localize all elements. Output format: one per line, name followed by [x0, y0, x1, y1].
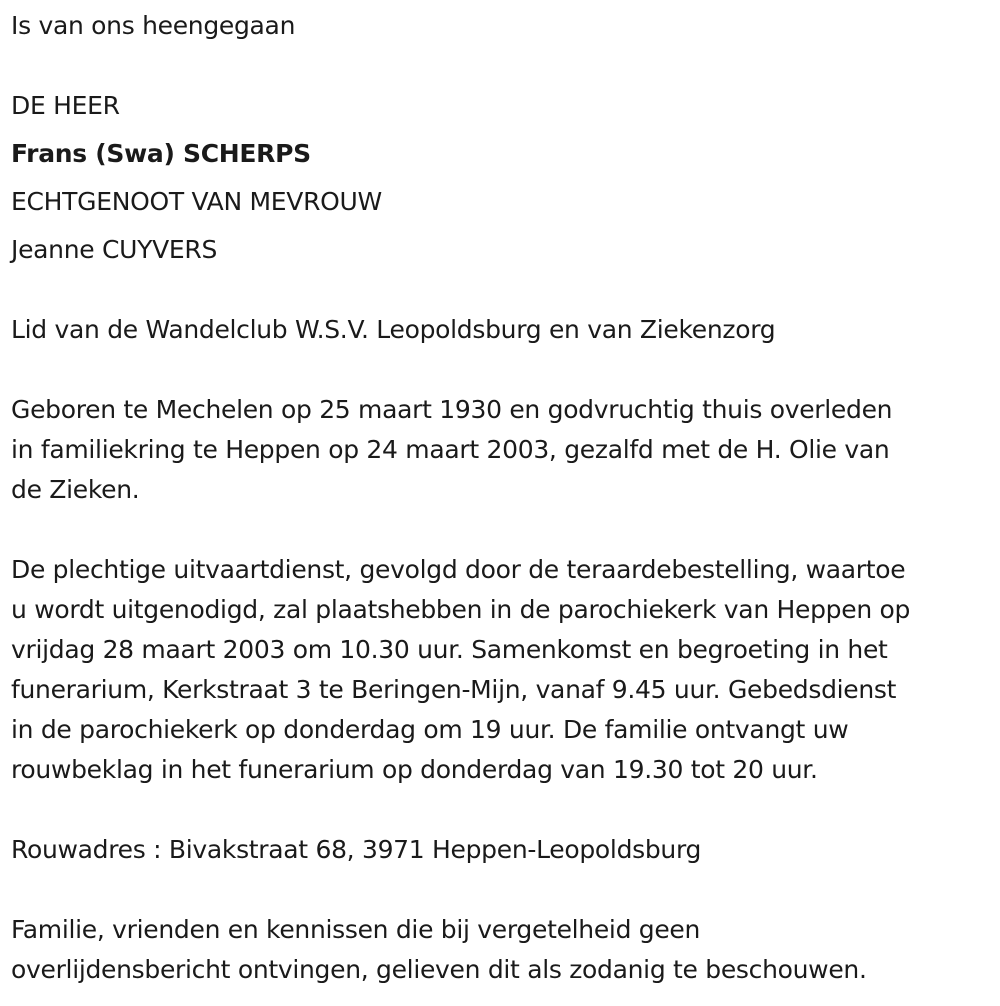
- paragraph-line: overlijdensbericht ontvingen, gelieven dit als zodanig te beschouwen.: [11, 955, 867, 984]
- spouse-name: Jeanne CUYVERS: [11, 235, 218, 264]
- deceased-name: Frans (Swa) SCHERPS: [11, 139, 311, 168]
- intro-text: Is van ons heengegaan: [11, 11, 296, 40]
- paragraph-line: in de parochiekerk op donderdag om 19 uur. De familie ontvangt uw: [11, 715, 849, 744]
- title-line: DE HEER: [11, 91, 120, 120]
- paragraph-line: vrijdag 28 maart 2003 om 10.30 uur. Samenkomst en begroeting in het: [11, 635, 888, 664]
- spouse-label: ECHTGENOOT VAN MEVROUW: [11, 187, 382, 216]
- paragraph-line: u wordt uitgenodigd, zal plaatshebben in de parochiekerk van Heppen op: [11, 595, 911, 624]
- mourning-address: Rouwadres : Bivakstraat 68, 3971 Heppen-Leopoldsburg: [11, 835, 702, 864]
- membership-text: Lid van de Wandelclub W.S.V. Leopoldsburg en van Ziekenzorg: [11, 315, 776, 344]
- paragraph-line: rouwbeklag in het funerarium op donderdag van 19.30 tot 20 uur.: [11, 755, 818, 784]
- paragraph-line: in familiekring te Heppen op 24 maart 2003, gezalfd met de H. Olie van: [11, 435, 890, 464]
- paragraph-line: Familie, vrienden en kennissen die bij vergetelheid geen: [11, 915, 701, 944]
- paragraph-line: funerarium, Kerkstraat 3 te Beringen-Mijn, vanaf 9.45 uur. Gebedsdienst: [11, 675, 897, 704]
- paragraph-line: De plechtige uitvaartdienst, gevolgd door de teraardebestelling, waartoe: [11, 555, 906, 584]
- paragraph-line: de Zieken.: [11, 475, 140, 504]
- paragraph-line: Geboren te Mechelen op 25 maart 1930 en godvruchtig thuis overleden: [11, 395, 893, 424]
